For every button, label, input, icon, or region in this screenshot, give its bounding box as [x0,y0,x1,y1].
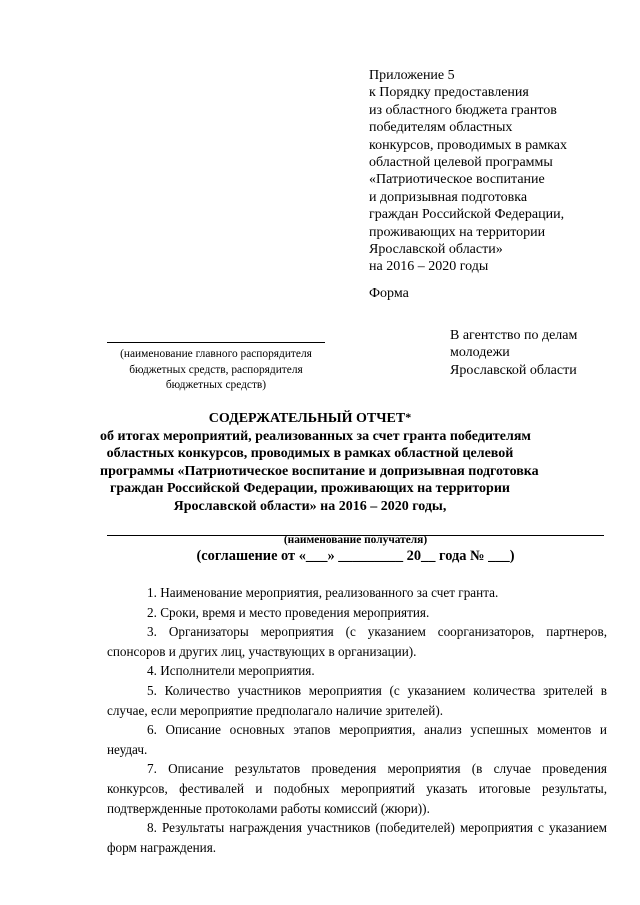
appendix-line: конкурсов, проводимых в рамках [369,137,567,153]
report-subtitle-line: об итогах мероприятий, реализованных за счет гранта победителям [100,428,531,444]
list-item: 3. Организаторы мероприятия (с указанием соорганизаторов, партнеров, спонсоров и других лиц, участвующих в организации). [107,624,607,659]
signature-caption-line: бюджетных средств, распорядителя [129,363,303,376]
form-label: Форма [369,286,409,301]
appendix-line: областной целевой программы [369,155,553,171]
addressee-line: молодежи [450,345,510,361]
signature-caption-line: бюджетных средств) [165,379,267,391]
appendix-line: к Порядку предоставления [369,85,529,101]
report-subtitle-line: граждан Российской Федерации, проживающих на территории [110,481,510,497]
list-item: 1. Наименование мероприятия, реализованного за счет гранта. [147,585,499,600]
list-item: 8. Результаты награждения участников (победителей) мероприятия с указанием форм награждения. [107,820,607,855]
signature-caption-line: (наименование главного распорядителя [120,348,312,360]
appendix-line: проживающих на территории [369,224,546,240]
appendix-block [369,67,619,276]
appendix-line: граждан Российской Федерации, [369,207,565,223]
report-title-text: СОДЕРЖАТЕЛЬНЫЙ ОТЧЕТ [208,411,406,426]
addressee-line: Ярославской области [450,362,577,378]
appendix-line: на 2016 – 2020 годы [369,259,489,275]
appendix-line: и допризывная подготовка [369,189,528,205]
appendix-line: Приложение 5 [369,68,455,83]
list-item: 6. Описание основных этапов мероприятия, анализ успешных моментов и неудач. [107,722,607,757]
report-items-list [107,583,607,857]
report-subtitle-line: областных конкурсов, проводимых в рамках областной целевой [106,446,514,462]
list-item: 4. Исполнители мероприятия. [147,663,315,679]
addressee-line: В агентство по делам [450,328,578,343]
appendix-line: победителям областных [369,120,513,136]
appendix-line: Ярославской области» [369,242,503,258]
list-item: 7. Описание результатов проведения мероприятия (в случае проведения конкурсов, фестивалей и подобных мероприятий указать итоговые результаты, подтвержденные протоколами работы комиссий (жюри)). [107,761,607,816]
list-item: 2. Сроки, время и место проведения мероприятия. [147,604,430,620]
report-title [100,409,520,428]
recipient-caption: (наименование получателя) [283,534,428,546]
report-subtitle-line: Ярославской области» на 2016 – 2020 годы, [173,498,447,514]
agreement-line: (соглашение от «___» _________ 20__ года № ___) [196,548,515,564]
list-item: 5. Количество участников мероприятия (с указанием количества зрителей в случае, если мероприятие предполагало наличие зрителей). [107,682,607,718]
report-subtitle-line: программы «Патриотическое воспитание и допризывная подготовка [100,463,539,479]
footnote-mark: * [405,410,412,424]
signature-caption [100,347,332,394]
addressee-block [450,327,620,379]
appendix-line: «Патриотическое воспитание [369,172,545,188]
signature-line [107,342,325,343]
appendix-line: из областного бюджета грантов [369,102,557,118]
report-heading [100,409,539,516]
